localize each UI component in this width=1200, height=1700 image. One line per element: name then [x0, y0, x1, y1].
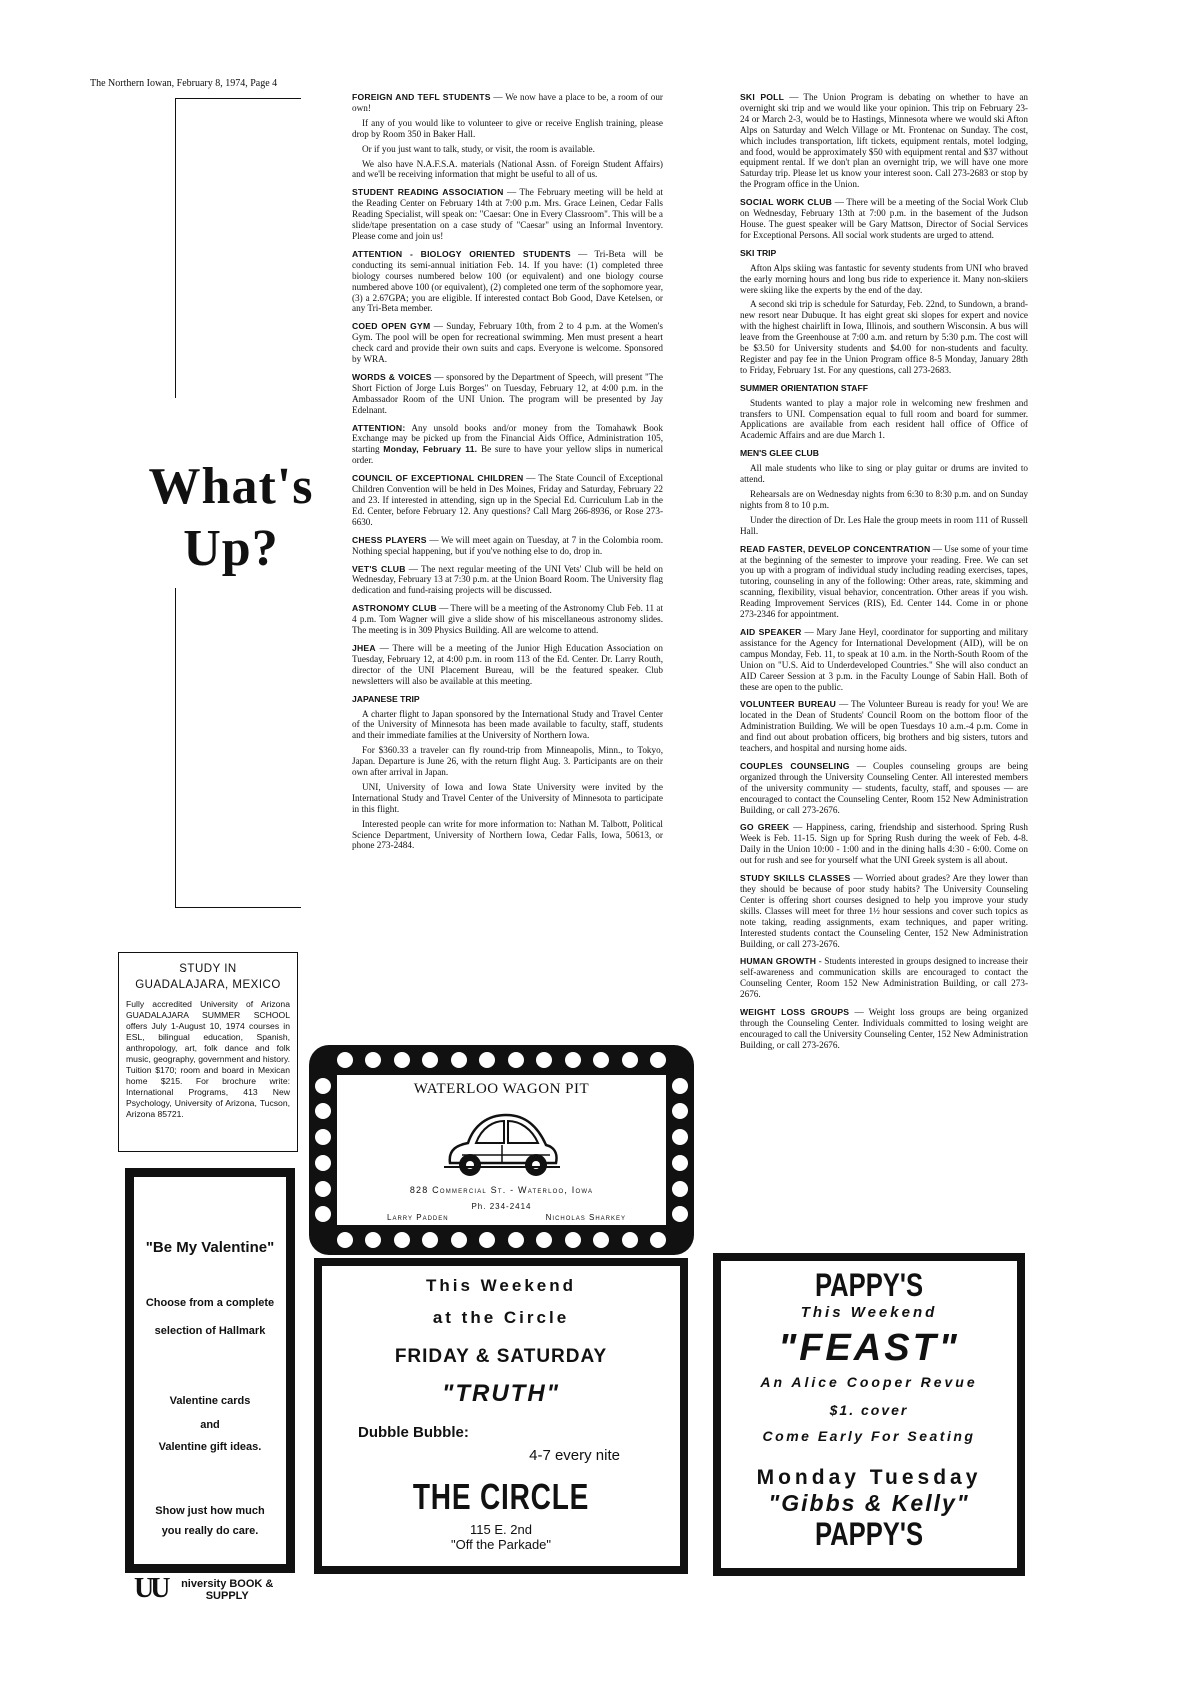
middle-column	[352, 92, 663, 858]
volkswagen-beetle-icon	[442, 1105, 562, 1181]
notice-heading: FOREIGN AND TEFL STUDENTS	[352, 92, 491, 102]
valentine-line: Valentine cards	[169, 1395, 251, 1407]
notice-text: Students wanted to play a major role in welcoming new freshmen and transfers to UNI. Compensation equal to full room and board for summer. Applications are available from each resident hall office of Office of Academic Affairs and are due March 1.	[740, 397, 1028, 441]
pappys-seating: Come Early For Seating	[762, 1428, 976, 1444]
notice-text: — Mary Jane Heyl, coordinator for supporting and military assistance for the Agency for International Development (AID), will be on campus Monday, Feb. 11, to speak at 10 a.m. in the North-South Room of the Union on "U.S. Aid to Underdeveloped Countries." She will also conduct an AID Career Session at 3 p.m. in the Faculty Lounge of Sabin Hall. Both of these are open to the public.	[740, 626, 1028, 692]
notice-aid-speaker	[740, 627, 1028, 692]
valentine-line: Show just how much	[155, 1505, 265, 1517]
light-dot-icon	[672, 1206, 688, 1222]
light-dot-icon	[672, 1181, 688, 1197]
pappys-ad	[713, 1253, 1025, 1576]
notice-heading: STUDENT READING ASSOCIATION	[352, 187, 504, 198]
study-ad-subheading: GUADALAJARA, MEXICO	[135, 979, 281, 991]
valentine-line: you really do care.	[161, 1525, 259, 1537]
waterloo-ad-panel	[337, 1075, 666, 1225]
light-dot-icon	[672, 1129, 688, 1145]
valentine-line: Choose from a complete	[145, 1297, 275, 1309]
university-book-logo	[134, 1573, 286, 1604]
light-dot-icon	[650, 1232, 666, 1248]
notice-weight-loss	[740, 1007, 1028, 1051]
pappys-band: "FEAST"	[778, 1327, 960, 1369]
notice-heading: SKI POLL	[740, 92, 785, 102]
light-dot-icon	[451, 1052, 467, 1068]
light-dot-icon	[565, 1232, 581, 1248]
notice-text: — There will be a meeting of the Astronomy Club Feb. 11 at 4 p.m. Tom Wagner will give a slide show of his miscellaneous astronomy slides. The meeting is in 309 Physics Building. All are welcome to attend.	[352, 603, 664, 636]
notice-foreign-students	[352, 92, 663, 180]
notice-text: If any of you would like to volunteer to give or receive English training, please drop by Room 350 in Baker Hall.	[352, 117, 663, 139]
light-dot-icon	[536, 1052, 552, 1068]
light-dot-icon	[365, 1052, 381, 1068]
notice-text: A charter flight to Japan sponsored by the International Study and Travel Center of the University of Minnesota has been made available to faculty, staff, students and their immediate families at the University of Northern Iowa.	[352, 708, 663, 741]
study-ad-body: Fully accredited University of Arizona GUADALAJARA SUMMER SCHOOL offers July 1-August 10, 1974 courses in ESL, bilingual education, Spanish, anthropology, art, folk dance and folk music, geography, government and history. Tuition $170; room and board in Mexican home $215. For brochure write: International Programs, 413 New Psychology, University of Arizona, Tucson, Arizona 85721.	[126, 999, 290, 1119]
light-dot-icon	[315, 1181, 331, 1197]
notice-heading: STUDY SKILLS CLASSES	[740, 873, 851, 884]
waterloo-wagon-pit-ad	[309, 1045, 694, 1255]
light-dot-icon	[622, 1232, 638, 1248]
light-dot-icon	[479, 1232, 495, 1248]
notice-glee-club	[740, 448, 1028, 536]
notice-text: Afton Alps skiing was fantastic for seventy students from UNI who braved the early morning hours and long bus ride to experience it. Many non-skiiers were skiing like the experts by the end of the day.	[740, 262, 1028, 295]
light-dot-icon	[315, 1129, 331, 1145]
study-guadalajara-ad	[118, 952, 298, 1152]
pappys-band2: "Gibbs & Kelly"	[768, 1490, 970, 1516]
light-dot-icon	[593, 1052, 609, 1068]
notice-text: — The February meeting will be held at the Reading Center on February 14th at 7:00 p.m. Mrs. Grace Leinen, Cedar Falls Reading Specialist, will speak on: "Caesar: One in Every Classroom". This will be a slide/tape presentation on a case study of "Caesar" using an Informal Inventory. Please come and join us!	[352, 187, 663, 241]
waterloo-phone: Ph. 234-2414	[471, 1202, 532, 1211]
notice-heading: MEN'S GLEE CLUB	[740, 448, 819, 459]
notice-couples-counseling	[740, 761, 1028, 816]
notice-text: — The State Council of Exceptional Children Convention will be held in Des Moines, Friday and Saturday, February 22 and 23. If interested in attending, sign up in the Special Ed. Curriculum Lab in the Ed. Center, before February 12. Any questions? Call Marg 266-8936, or Rose 273-6630.	[352, 473, 663, 527]
notice-text: Or if you just want to talk, study, or visit, the room is available.	[362, 143, 595, 154]
the-circle-ad	[314, 1258, 688, 1574]
notice-text: Under the direction of Dr. Les Hale the group meets in room 111 of Russell Hall.	[740, 514, 1028, 536]
notice-text: - Students interested in groups designed to increase their self-awareness and communication skills are encouraged to contact the Counseling Center, Room 152 New Administration Building, or call 273-2676.	[740, 956, 1028, 1000]
notice-text: — The next regular meeting of the UNI Vets' Club will be held on Wednesday, February 13 at 7:30 p.m. at the Union Board Room. The University flag dedication and fund-raising projects will be discussed.	[352, 563, 664, 596]
notice-jhea	[352, 643, 663, 687]
notice-heading: SUMMER ORIENTATION STAFF	[740, 382, 868, 393]
notice-social-work	[740, 197, 1028, 241]
notice-heading: ATTENTION:	[352, 422, 406, 433]
light-dot-icon	[650, 1052, 666, 1068]
notice-text: We also have N.A.F.S.A. materials (National Assn. of Foreign Student Affairs) and we'll be receiving information that might be useful to all of us.	[352, 158, 663, 180]
page-header: The Northern Iowan, February 8, 1974, Page 4	[90, 78, 278, 89]
light-dot-icon	[622, 1052, 638, 1068]
light-dot-icon	[672, 1103, 688, 1119]
waterloo-owner: Larry Padden	[387, 1213, 449, 1222]
waterloo-name: WATERLOO WAGON PIT	[413, 1081, 590, 1097]
notice-heading: VOLUNTEER BUREAU	[740, 699, 837, 710]
notice-exceptional-children	[352, 473, 663, 528]
notice-text: — Use some of your time at the beginning of the semester to improve your reading. Free. We can set you up with a program of individual study including reading exercises, tapes, tutoring, counseling in any of the following: Other areas, rate, skimming and scanning, flexibility, visual behavior, concentration. Other areas if you wish. Reading Improvement Services (RIS), Ed. Center 144. Come in or phone 273-2346 for appointment.	[740, 543, 1028, 620]
notice-text: For $360.33 a traveler can fly round-trip from Minneapolis, Minn., to Tokyo, Japan. Departure is June 26, with the return flight Aug. 3. Participants are on their own after arrival in Japan.	[352, 745, 663, 778]
notice-text: — Worried about grades? Are they lower than they should be because of poor study habits? The University Counseling Center is offering short courses designed to help you improve your study skills. Classes will meet for three 1½ hour sessions and cover such topics as note taking, reading assignments, exam techniques, and paper writing. Interested students contact the Counseling Center, 152 New Administration Building, or call 273-2676.	[740, 873, 1028, 949]
notice-heading: GO GREEK	[740, 822, 790, 833]
pappys-name-bottom: PAPPY'S	[814, 1516, 924, 1552]
whats-up-title: What's Up?	[148, 458, 314, 577]
valentine-line: Valentine gift ideas.	[158, 1441, 262, 1453]
light-dot-icon	[536, 1232, 552, 1248]
notice-heading: COED OPEN GYM	[352, 321, 431, 332]
notice-volunteer-bureau	[740, 699, 1028, 754]
notice-heading: COUNCIL OF EXCEPTIONAL CHILDREN	[352, 473, 524, 484]
circle-days: FRIDAY & SATURDAY	[394, 1346, 608, 1367]
notice-read-faster	[740, 544, 1028, 620]
notice-heading: ATTENTION - BIOLOGY ORIENTED STUDENTS	[352, 248, 571, 259]
light-dot-icon	[315, 1078, 331, 1094]
notice-text: A second ski trip is schedule for Saturday, Feb. 22nd, to Sundown, a brand-new resort near Dubuque. It has eight great ski slopes for expert and novice with the highest chairlift in Iowa, Illinois, and southern Wisconsin. A bus will leave from the Greenhouse at 7:00 a.m. and return by 5:30 p.m. The cost will be $3.50 for University students and $4.00 for non-students and faculty. Register and pay fee in the Union Program office 8-5 Monday, January 28th to Friday, February 1st. For any questions, call 273-2683.	[740, 299, 1028, 375]
notice-text: — We will meet again on Tuesday, at 7 in the Colombia room. Nothing special happening, but if you've nothing else to do, drop in.	[352, 534, 664, 556]
circle-line: at the Circle	[432, 1308, 570, 1327]
valentine-title: "Be My Valentine"	[145, 1239, 275, 1256]
notice-biology	[352, 249, 663, 314]
light-dot-icon	[672, 1155, 688, 1171]
circle-location: "Off the Parkade"	[450, 1537, 552, 1552]
notice-ski-trip	[740, 248, 1028, 376]
pappys-days: Monday Tuesday	[756, 1466, 982, 1489]
light-dot-icon	[672, 1078, 688, 1094]
light-dot-icon	[337, 1232, 353, 1248]
notice-text: — The Union Program is debating on whether to have an overnight ski trip and we would like your opinion. This trip on February 23-24 or March 2-3, would be to Hastings, Minnesota where we would ski Afton Alps on Saturday and Welch Village or Mt. Frontenac on Sunday. The cost, which includes transportation, lift tickets, equipment rentals, motel lodging, and food, would be approximately $50 with equipment rental and $37 without equipment rental. If we don't plan an overnight trip, we will have one more Saturday trip. Please let us know your interest soon. Call 273-2683 or stop by the Program office in the Union.	[740, 92, 1029, 190]
circle-special-time: 4-7 every nite	[529, 1447, 620, 1464]
notice-japanese-trip	[352, 694, 663, 852]
notice-text: UNI, University of Iowa and Iowa State University were invited by the International Study and Travel Center of the University of Minnesota to participate in this flight.	[352, 781, 663, 814]
light-dot-icon	[479, 1052, 495, 1068]
notice-text: — sponsored by the Department of Speech, will present "The Short Fiction of Jorge Luis Borges" on Tuesday, February 12, at 4:00 p.m. in the Ambassador Room of the UNI Union. The program will be presented by Jay Edelnant.	[352, 371, 664, 415]
whats-up-bracket	[148, 98, 314, 908]
circle-name: THE CIRCLE	[412, 1476, 590, 1517]
notice-heading: ASTRONOMY CLUB	[352, 603, 437, 614]
notice-heading: JHEA	[352, 642, 376, 653]
light-dot-icon	[451, 1232, 467, 1248]
notice-astronomy	[352, 603, 663, 636]
valentine-ad	[125, 1168, 295, 1604]
notice-text: — Weight loss groups are being organized through the Counseling Center. Individuals committed to losing weight are encouraged to call the University Counseling Center, 152 New Administration Building, or call 273-2676.	[740, 1007, 1029, 1050]
notice-reading-association	[352, 187, 663, 242]
waterloo-owner: Nicholas Sharkey	[545, 1213, 626, 1222]
notice-vets-club	[352, 564, 663, 597]
notice-attention-books	[352, 423, 663, 467]
notice-heading: READ FASTER, DEVELOP CONCENTRATION	[740, 543, 931, 554]
notice-heading: SKI TRIP	[740, 247, 777, 258]
notice-text: — Couples counseling groups are being organized through the University Counseling Center. All interested members of the university community — students, faculty, staff, and spouses — are encouraged to contact the Counseling Center, Room 152 New Administration Building, or call 273-2676.	[740, 760, 1029, 815]
notice-summer-orientation	[740, 383, 1028, 442]
pappys-weekend: This Weekend	[800, 1304, 938, 1321]
notice-open-gym	[352, 321, 663, 365]
notice-chess	[352, 535, 663, 557]
circle-line: This Weekend	[426, 1276, 576, 1295]
notice-human-growth	[740, 956, 1028, 1000]
circle-special: Dubble Bubble:	[358, 1424, 469, 1441]
notice-heading: AID SPEAKER	[740, 626, 802, 637]
store-name: niversity BOOK & SUPPLY	[181, 1578, 274, 1602]
light-dot-icon	[565, 1052, 581, 1068]
light-dot-icon	[315, 1103, 331, 1119]
ub-logo-icon: UU	[134, 1573, 167, 1604]
notice-heading: HUMAN GROWTH	[740, 956, 817, 967]
light-dot-icon	[508, 1232, 524, 1248]
pappys-desc: An Alice Cooper Revue	[760, 1374, 978, 1390]
notice-bold-date: Monday, February 11.	[383, 444, 478, 455]
notice-text: Any unsold books and/or money from the Tomahawk Book Exchange may be picked up from the Financial Aids Office, Administration 105, starting	[352, 422, 663, 455]
notice-go-greek	[740, 822, 1028, 866]
light-dot-icon	[337, 1052, 353, 1068]
notice-text: — Tri-Beta will be conducting its semi-annual initiation Feb. 14. If you have: (1) completed three biology courses numbered below 100 (or equivalent) and one biology course numbered above 100 (or equivalent), (2) completed one term of the sophomore year, (3) a 2.67GPA; you are eligible. If interested contact Bob Good, Dave Ketelsen, or any Tri-Beta member.	[352, 248, 663, 314]
pappys-cover: $1. cover	[829, 1402, 909, 1418]
notice-ski-poll	[740, 92, 1028, 190]
waterloo-address: 828 Commercial St. - Waterloo, Iowa	[409, 1185, 594, 1195]
notice-text: — The Volunteer Bureau is ready for you! We are located in the Dean of Students' Council Room on the bottom floor of the Administration Building. We will be open Tuesdays 10 a.m.-4 p.m. Come in and find out about probation officers, big brothers and big sisters, tutors and teachers, and hospital and nursing home aids.	[740, 699, 1028, 754]
right-column	[740, 92, 1028, 1058]
pappys-name: PAPPY'S	[814, 1267, 924, 1303]
light-dot-icon	[394, 1232, 410, 1248]
light-dot-icon	[508, 1052, 524, 1068]
notice-text: — Sunday, February 10th, from 2 to 4 p.m. at the Women's Gym. The pool will be open for recreational swimming. Men must present a heart check card and provide their own suits and caps. Everyone is welcome. Sponsored by WRA.	[352, 321, 663, 365]
circle-band: "TRUTH"	[441, 1380, 561, 1407]
light-dot-icon	[315, 1206, 331, 1222]
notice-text: — Happiness, caring, friendship and sisterhood. Spring Rush Week is Feb. 11-15. Sign up for Spring Rush during the week of Feb. 4-8. Daily in the Union 10:00 - 1:00 and in the dining halls 4:30 - 6:00. Come on out for rush and see for yourself what the UNI Greek system is all about.	[740, 822, 1029, 866]
notice-text: — We now have a place to be, a room of our own!	[352, 92, 663, 113]
light-dot-icon	[593, 1232, 609, 1248]
notice-study-skills	[740, 873, 1028, 949]
light-dot-icon	[394, 1052, 410, 1068]
notice-heading: SOCIAL WORK CLUB	[740, 197, 833, 208]
valentine-line: and	[200, 1419, 220, 1431]
notice-heading: WORDS & VOICES	[352, 371, 432, 382]
light-dot-icon	[422, 1052, 438, 1068]
valentine-line: selection of Hallmark	[154, 1325, 266, 1337]
notice-text: Interested people can write for more information to: Nathan M. Talbott, Political Science Department, University of Northern Iowa, Cedar Falls, Iowa, 50613, or phone 273-2484.	[352, 818, 663, 851]
notice-heading: COUPLES COUNSELING	[740, 760, 850, 771]
light-dot-icon	[315, 1155, 331, 1171]
notice-heading: CHESS PLAYERS	[352, 534, 427, 545]
notice-heading: WEIGHT LOSS GROUPS	[740, 1007, 850, 1018]
circle-address: 115 E. 2nd	[470, 1522, 532, 1537]
notice-heading: VET'S CLUB	[352, 563, 406, 574]
study-ad-heading: STUDY IN	[179, 963, 237, 975]
light-dot-icon	[365, 1232, 381, 1248]
notice-words-voices	[352, 372, 663, 416]
notice-heading: JAPANESE TRIP	[352, 693, 420, 704]
notice-text: — There will be a meeting of the Social Work Club on Wednesday, February 13th at 7:00 p.m. in the basement of the Judson House. The guest speaker will be Gary Mattson, Director of Social Services for Exceptional Persons. All social work students are urged to attend.	[740, 197, 1028, 240]
light-dot-icon	[422, 1232, 438, 1248]
notice-text: Rehearsals are on Wednesday nights from 6:30 to 8:30 p.m. and on Sunday nights from 8 to 10 p.m.	[740, 489, 1028, 510]
notice-text: Be sure to have your yellow slips in numerical order.	[352, 444, 663, 466]
notice-text: All male students who like to sing or play guitar or drums are invited to attend.	[740, 463, 1028, 485]
notice-text: — There will be a meeting of the Junior High Education Association on Tuesday, February 12, at 4:00 p.m. in room 113 of the Ed. Center. Dr. Larry Routh, director of the UNI Placement Bureau, will be the featured speaker. Club newsletters will also be available at this meeting.	[352, 642, 664, 686]
